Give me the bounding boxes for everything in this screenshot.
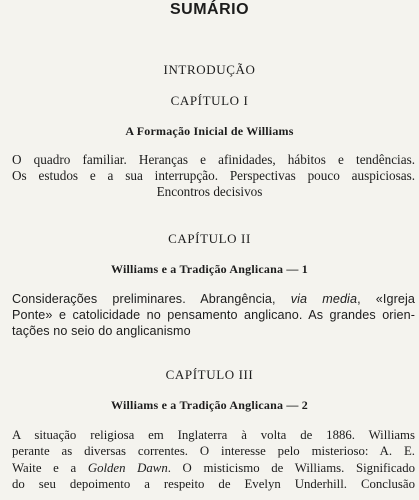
chapter-1-summary-last-line: Encontros decisivos [156, 184, 263, 199]
chapter-2-heading: CAPÍTULO II [168, 231, 251, 246]
page-title: SUMÁRIO [169, 1, 250, 18]
summary-line: do seu depoimento a respeito de Evelyn Underhill. Conclusão [12, 476, 415, 491]
summary-line: O quadro familiar. Heranças e afinidades, hábitos e tendências. [12, 152, 415, 167]
summary-line: Waite e a Golden Dawn. O misticismo de Williams. Significado [12, 460, 415, 475]
chapter-1-heading: CAPÍTULO I [170, 93, 249, 108]
summary-line: perante as diversas correntes. O interesse pelo misterioso: A. E. [12, 444, 415, 459]
chapter-1-subtitle: A Formação Inicial de Williams [125, 124, 294, 138]
chapter-2-summary-last-line: tações no seio do anglicanismo [12, 324, 191, 338]
chapter-1-summary [12, 152, 415, 185]
summary-line: Considerações preliminares. Abrangência, via media, «Igreja [12, 292, 415, 306]
chapter-3-heading: CAPÍTULO III [165, 367, 254, 382]
summary-line: A situação religiosa em Inglaterra à volta de 1886. Williams [12, 428, 415, 442]
summary-line: Ponte» e catolicidade no pensamento anglicano. As grandes orien- [12, 308, 415, 323]
chapter-3-subtitle: Williams e a Tradição Anglicana — 2 [110, 398, 308, 412]
chapter-2-summary [12, 291, 415, 324]
chapter-2-subtitle: Williams e a Tradição Anglicana — 1 [110, 262, 308, 276]
introduction-heading: INTRODUÇÃO [163, 62, 256, 77]
summary-line: Os estudos e a sua interrupção. Perspectivas pouco auspiciosas. [12, 168, 415, 184]
chapter-3-summary [12, 427, 415, 492]
